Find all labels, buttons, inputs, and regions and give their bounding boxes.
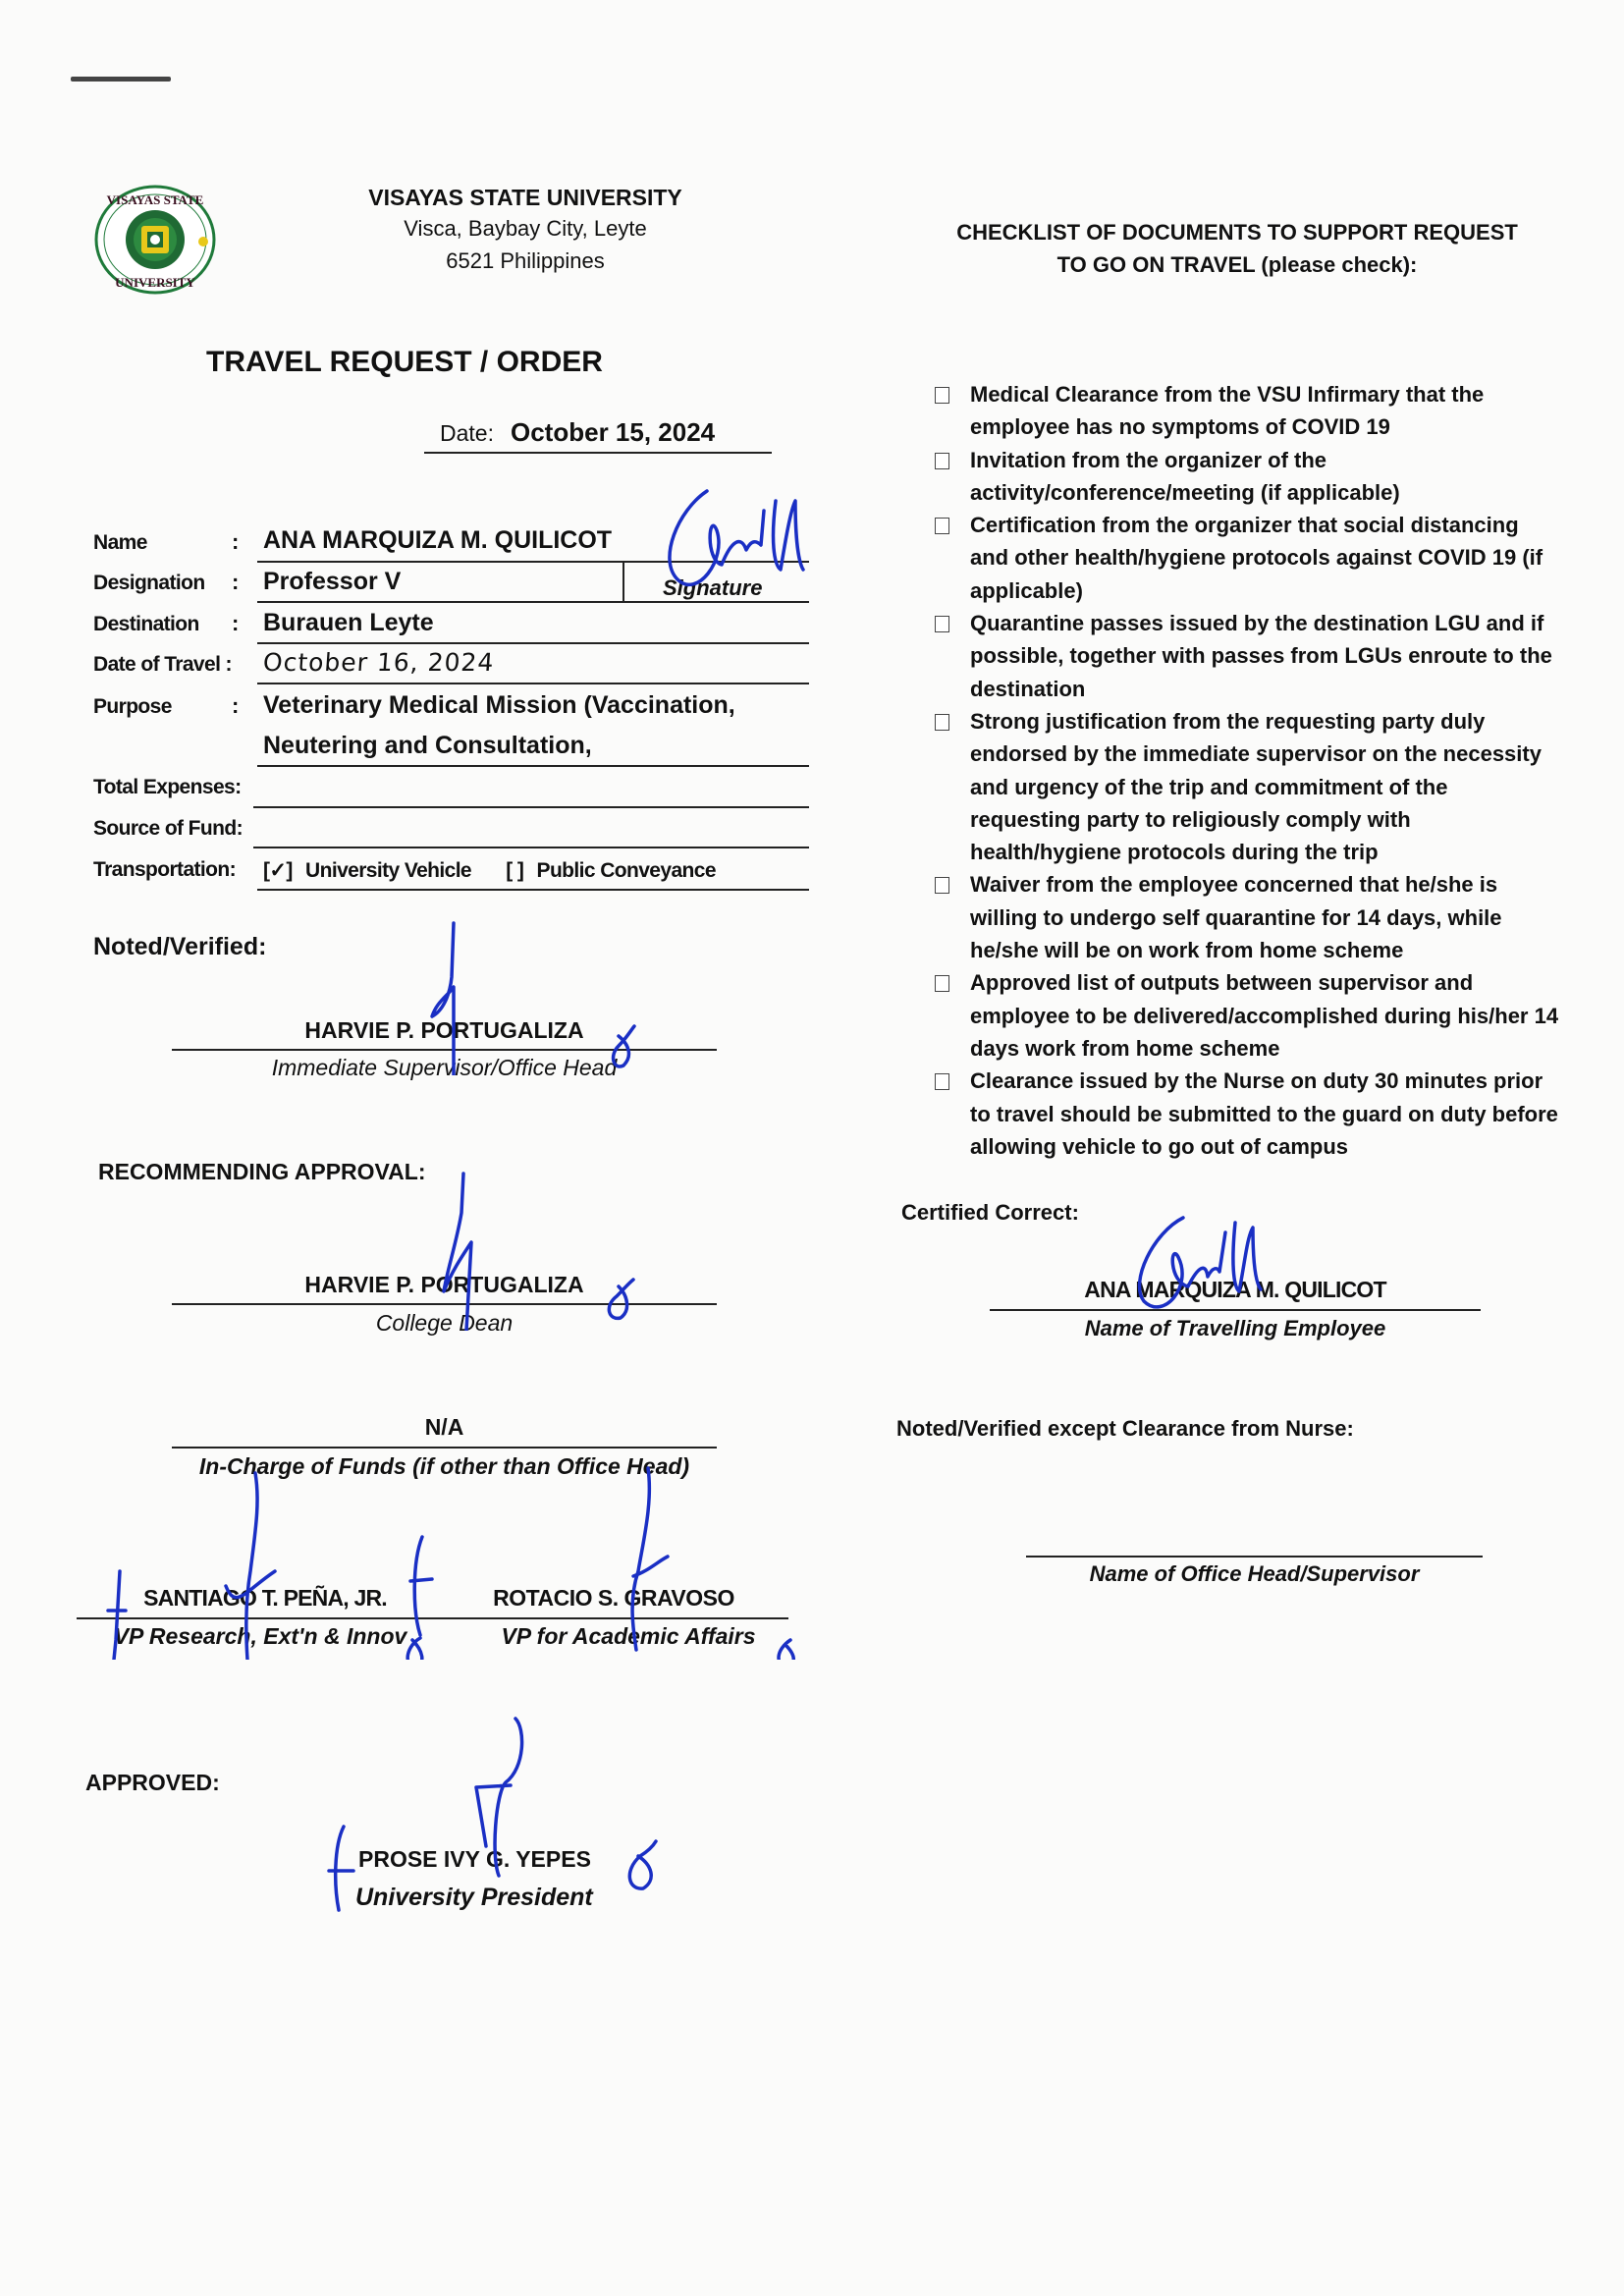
checkbox[interactable]: [935, 877, 949, 894]
checkbox[interactable]: [935, 387, 949, 404]
vp-academic-name: ROTACIO S. GRAVOSO: [493, 1585, 734, 1611]
destination-label: Destination: [93, 613, 199, 635]
university-postal: 6521 Philippines: [446, 248, 605, 273]
noted-signature-line: [172, 1049, 717, 1051]
transportation-underline: [257, 889, 809, 891]
checkbox[interactable]: [935, 714, 949, 731]
recommending-signature-line: [172, 1303, 717, 1305]
purpose-label: Purpose: [93, 695, 172, 718]
university-vehicle-label: University Vehicle: [305, 859, 472, 882]
transportation-options: [263, 858, 716, 883]
university-address: Visca, Baybay City, Leyte: [404, 216, 647, 241]
office-head-role: Name of Office Head/Supervisor: [1089, 1561, 1420, 1586]
name-field[interactable]: ANA MARQUIZA M. QUILICOT: [263, 526, 613, 554]
checkbox[interactable]: [935, 975, 949, 992]
transportation-label: Transportation:: [93, 858, 237, 881]
certified-signature: [1110, 1203, 1286, 1331]
purpose-underline: [257, 765, 809, 767]
recommending-signatory-name: HARVIE P. PORTUGALIZA: [304, 1272, 584, 1297]
date-value[interactable]: October 15, 2024: [511, 417, 716, 447]
checklist-item-text: Medical Clearance from the VSU Infirmary that the employee has no symptoms of COVID 19: [970, 382, 1485, 440]
checklist-item-text: Certification from the organizer that social distancing and other health/hygiene protocols against COVID 19 (if applicable): [970, 513, 1543, 603]
checklist-item: [933, 705, 1561, 868]
vp-research-name: SANTIAGO T. PEÑA, JR.: [143, 1585, 387, 1611]
checklist-item-text: Invitation from the organizer of the activity/conference/meeting (if applicable): [970, 447, 1400, 505]
vp-signature-line: [77, 1617, 788, 1619]
checklist-item-text: Clearance issued by the Nurse on duty 30 minutes prior to travel should be submitted to the guard on duty before allowing vehicle to go out of campus: [970, 1068, 1558, 1159]
university-name: VISAYAS STATE UNIVERSITY: [368, 185, 682, 210]
checkbox[interactable]: [935, 518, 949, 534]
checklist-item-text: Approved list of outputs between supervisor and employee to be delivered/accomplished during his/her 14 days work from home scheme: [970, 970, 1559, 1061]
noted-signature: [403, 918, 658, 1075]
noted-except-nurse-heading: Noted/Verified except Clearance from Nurse:: [896, 1416, 1354, 1441]
destination-field[interactable]: Burauen Leyte: [263, 609, 434, 636]
vp-academic-role: VP for Academic Affairs: [501, 1623, 756, 1649]
purpose-field-line2[interactable]: Neutering and Consultation,: [263, 732, 592, 759]
signature-caption: Signature: [663, 575, 763, 600]
checklist-item: [933, 868, 1561, 966]
checkbox[interactable]: [935, 1073, 949, 1090]
svg-text:UNIVERSITY: UNIVERSITY: [115, 275, 195, 290]
scan-mark: [71, 77, 171, 82]
noted-signatory-name: HARVIE P. PORTUGALIZA: [304, 1017, 584, 1043]
funds-signatory-role: In-Charge of Funds (if other than Office Head): [198, 1453, 690, 1479]
certified-signature-line: [990, 1309, 1481, 1311]
checklist-item: [933, 444, 1561, 510]
designation-field[interactable]: Professor V: [263, 568, 402, 595]
certified-employee-role: Name of Travelling Employee: [1084, 1316, 1386, 1340]
checklist-title-line1: CHECKLIST OF DOCUMENTS TO SUPPORT REQUEST: [956, 220, 1518, 245]
document-title: TRAVEL REQUEST / ORDER: [206, 346, 603, 378]
checklist-item-text: Waiver from the employee concerned that he/she is willing to undergo self quarantine for 14 days, while he/she will be on work from home scheme: [970, 872, 1502, 963]
checkbox[interactable]: [935, 453, 949, 469]
checklist-title: [903, 216, 1571, 281]
approved-heading: APPROVED:: [85, 1770, 220, 1795]
destination-underline: [257, 642, 809, 644]
certified-correct-heading: Certified Correct:: [901, 1200, 1079, 1225]
name-underline: [257, 561, 809, 563]
date-of-travel-label: Date of Travel :: [93, 653, 232, 676]
checklist-item-text: Strong justification from the requesting party duly endorsed by the immediate supervisor on the necessity and urgency of the trip and commitment of the requesting party to religiously comply with health/hygiene protocols during the trip: [970, 708, 1542, 865]
checklist-item: [933, 966, 1561, 1065]
date-label: Date:: [440, 420, 494, 446]
checkbox[interactable]: [935, 616, 949, 632]
president-role: University President: [355, 1884, 593, 1911]
date-underline: [424, 452, 772, 454]
source-of-fund-underline: [253, 847, 809, 848]
noted-signatory-role: Immediate Supervisor/Office Head: [271, 1055, 618, 1080]
total-expenses-underline: [253, 806, 809, 808]
recommending-signatory-role: College Dean: [375, 1310, 514, 1336]
funds-signatory-name: N/A: [424, 1414, 464, 1440]
source-of-fund-label: Source of Fund:: [93, 817, 243, 840]
colon: :: [232, 611, 240, 635]
public-conveyance-checkbox[interactable]: [ ]: [506, 859, 524, 882]
svg-text:VISAYAS STATE: VISAYAS STATE: [106, 192, 204, 207]
funds-signature-line: [172, 1447, 717, 1449]
designation-underline: [257, 601, 809, 603]
recommending-signature: [403, 1164, 658, 1331]
designation-label: Designation: [93, 572, 205, 594]
vp-research-role: VP Research, Ext'n & Innov: [113, 1623, 407, 1649]
recommending-approval-heading: RECOMMENDING APPROVAL:: [98, 1159, 426, 1184]
office-head-signature-line: [1026, 1556, 1483, 1558]
date-of-travel-underline: [257, 683, 809, 684]
president-name: PROSE IVY G. YEPES: [358, 1846, 591, 1872]
noted-verified-heading: Noted/Verified:: [93, 933, 267, 960]
colon: :: [232, 693, 240, 718]
name-label: Name: [93, 531, 147, 554]
university-vehicle-checkbox[interactable]: [✓]: [263, 859, 293, 882]
checklist-item: [933, 1065, 1561, 1163]
checklist-item: [933, 607, 1561, 705]
checklist-title-line2: TO GO ON TRAVEL (please check):: [1056, 252, 1418, 277]
certified-employee-name: ANA MARQUIZA M. QUILICOT: [1084, 1277, 1386, 1302]
colon: :: [232, 529, 240, 554]
public-conveyance-label: Public Conveyance: [536, 859, 716, 882]
checklist-item: [933, 509, 1561, 607]
document-checklist: [933, 378, 1561, 1163]
purpose-field-line1[interactable]: Veterinary Medical Mission (Vaccination,: [263, 691, 735, 719]
checklist-item: [933, 378, 1561, 444]
date-of-travel-field[interactable]: October 16, 2024: [261, 648, 496, 677]
colon: :: [232, 570, 240, 594]
checklist-item-text: Quarantine passes issued by the destination LGU and if possible, together with passes from LGUs enroute to the destination: [970, 611, 1552, 701]
signature-divider: [623, 561, 624, 602]
university-seal-icon: [93, 185, 218, 295]
total-expenses-label: Total Expenses:: [93, 776, 242, 798]
